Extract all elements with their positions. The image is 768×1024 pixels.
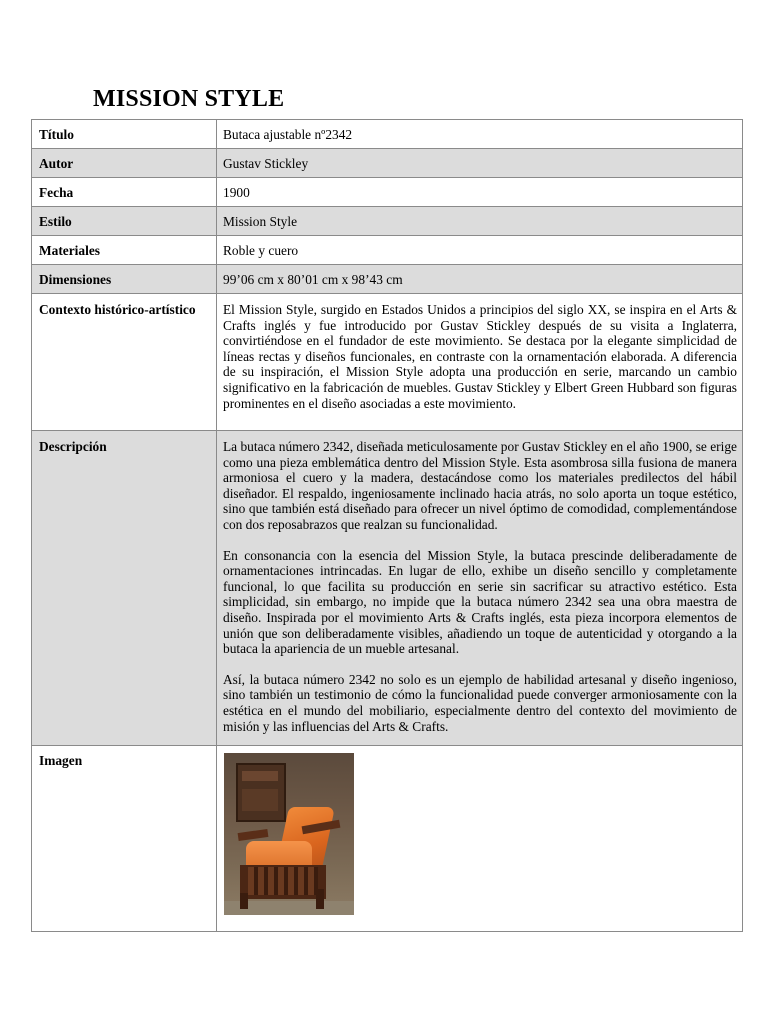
value-dimensiones: 99’06 cm x 80’01 cm x 98’43 cm — [217, 265, 743, 294]
label-descripcion: Descripción — [32, 431, 217, 746]
value-estilo: Mission Style — [217, 207, 743, 236]
row-contexto — [32, 294, 743, 431]
chair-leg-right — [316, 889, 324, 909]
row-descripcion — [32, 431, 743, 746]
row-imagen — [32, 746, 743, 932]
value-autor: Gustav Stickley — [217, 149, 743, 178]
artwork-record-table — [31, 119, 743, 932]
row-estilo — [32, 207, 743, 236]
label-imagen: Imagen — [32, 746, 217, 932]
description-paragraph: La butaca número 2342, diseñada meticulosamente por Gustav Stickley en el año 1900, se erige como una pieza emblemática dentro del Mission Style. Esta asombrosa silla fusiona de manera armoniosa el cuero y la madera, destacándose como los materiales predilectos del hábil diseñador. El respaldo, ingeniosamente inclinado hacia atrás, no solo aporta un toque estético, sino que también está diseñado para ofrecer un nivel óptimo de comodidad, complementándose con dos reposabrazos que realzan su funcionalidad. — [223, 439, 737, 532]
chair-photo — [224, 753, 354, 915]
value-titulo: Butaca ajustable nº2342 — [217, 120, 743, 149]
value-contexto: El Mission Style, surgido en Estados Unidos a principios del siglo XX, se inspira en el Arts & Crafts inglés y fue introducido por Gustav Stickley después de su visita a Inglaterra, convirtiéndose en el fundador de este movimiento. Se destaca por la elegante simplicidad de líneas rectas y diseños funcionales, en contraste con la ornamentación elaborada. A diferencia de su inspiración, el Mission Style adopta una producción en serie, marcando un cambio significativo en la fabricación de muebles. Gustav Stickley y Elbert Green Hubbard son figuras prominentes en el diseño asociadas a este movimiento. — [217, 294, 743, 431]
row-fecha — [32, 178, 743, 207]
row-materiales — [32, 236, 743, 265]
label-dimensiones: Dimensiones — [32, 265, 217, 294]
chair-armrest-left — [238, 829, 269, 841]
row-titulo — [32, 120, 743, 149]
row-autor — [32, 149, 743, 178]
label-fecha: Fecha — [32, 178, 217, 207]
value-materiales: Roble y cuero — [217, 236, 743, 265]
value-descripcion — [217, 431, 743, 746]
chair-leg-left — [240, 893, 248, 909]
label-contexto: Contexto histórico-artístico — [32, 294, 217, 431]
chair-slats — [248, 867, 318, 895]
description-paragraph: Así, la butaca número 2342 no solo es un ejemplo de habilidad artesanal y diseño ingenioso, sino también un testimonio de cómo la funcionalidad puede converger armoniosamente con la estética en el mundo del mobiliario, especialmente dentro del contexto del movimiento de misión y las influencias del Arts & Crafts. — [223, 671, 737, 734]
row-dimensiones — [32, 265, 743, 294]
label-estilo: Estilo — [32, 207, 217, 236]
label-titulo: Título — [32, 120, 217, 149]
background-cabinet — [236, 763, 286, 822]
document-title: MISSION STYLE — [93, 86, 285, 112]
description-paragraph: En consonancia con la esencia del Mission Style, la butaca prescinde deliberadamente de ornamentaciones intrincadas. En lugar de ello, exhibe un diseño sencillo y completamente funcional, lo que facilita su producción en serie sin sacrificar su atractivo estético. Esta simplicidad, sin embargo, no impide que la butaca número 2342 sea una obra maestra de diseño. Inspirada por el movimiento Arts & Crafts inglés, esta pieza incorpora elementos de unión que son deliberadamente visibles, añadiendo un toque de autenticidad y otorgando a la butaca la apariencia de un mueble artesanal. — [223, 547, 737, 657]
value-imagen — [217, 746, 743, 932]
label-materiales: Materiales — [32, 236, 217, 265]
value-fecha: 1900 — [217, 178, 743, 207]
label-autor: Autor — [32, 149, 217, 178]
